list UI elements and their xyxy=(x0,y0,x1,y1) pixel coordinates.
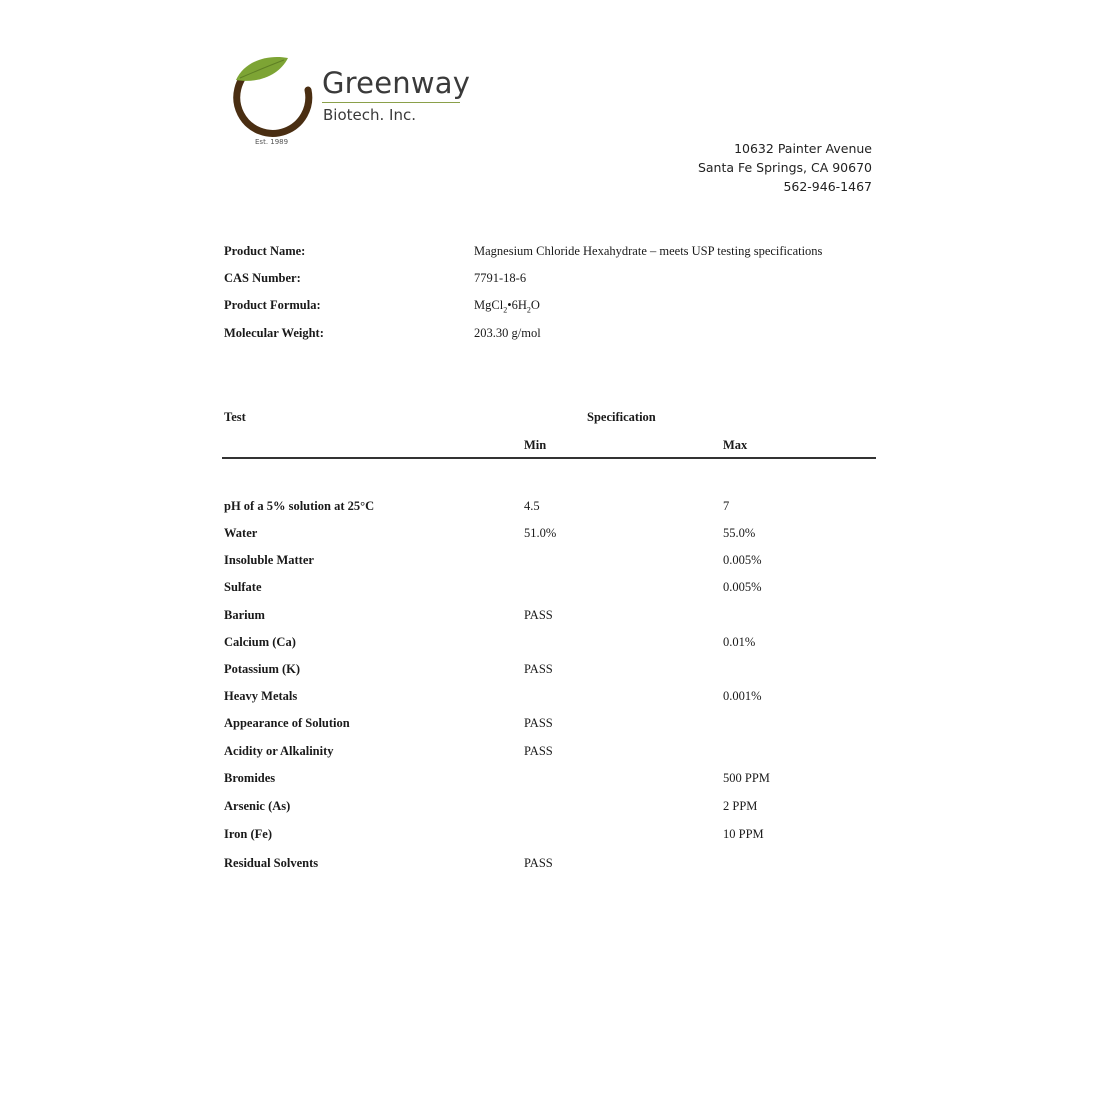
table-row xyxy=(224,689,884,709)
table-row xyxy=(224,799,884,819)
cas-number-value: 7791-18-6 xyxy=(474,271,527,285)
table-row xyxy=(224,716,884,736)
test-name-cell: Bromides xyxy=(224,771,276,785)
max-value-cell: 0.005% xyxy=(723,553,762,567)
molecular-weight-row xyxy=(224,326,884,346)
company-subtitle: Biotech. Inc. xyxy=(323,106,416,124)
brand-divider xyxy=(322,102,460,103)
leaf-ring-logo-icon xyxy=(230,54,320,138)
table-row xyxy=(224,499,884,519)
specification-header: Specification xyxy=(587,410,656,424)
test-column-header: Test xyxy=(224,410,246,424)
max-value-cell: 55.0% xyxy=(723,526,756,540)
max-value-cell: 2 PPM xyxy=(723,799,758,813)
test-name-cell: Acidity or Alkalinity xyxy=(224,744,334,758)
min-value-cell: PASS xyxy=(524,662,553,676)
max-value-cell: 10 PPM xyxy=(723,827,764,841)
cas-number-label: CAS Number: xyxy=(224,271,301,285)
product-name-value: Magnesium Chloride Hexahydrate – meets USP testing specifications xyxy=(474,244,823,258)
table-row xyxy=(224,580,884,600)
max-value-cell: 0.005% xyxy=(723,580,762,594)
table-row xyxy=(224,856,884,876)
address-phone: 562-946-1467 xyxy=(783,179,872,194)
table-row xyxy=(224,608,884,628)
test-name-cell: Insoluble Matter xyxy=(224,553,314,567)
molecular-weight-label: Molecular Weight: xyxy=(224,326,324,340)
product-formula-row xyxy=(224,298,884,318)
established-year: Est. 1989 xyxy=(255,138,289,146)
min-value-cell: 51.0% xyxy=(524,526,557,540)
table-row xyxy=(224,553,884,573)
min-value-cell: PASS xyxy=(524,608,553,622)
table-row xyxy=(224,662,884,682)
address-street: 10632 Painter Avenue xyxy=(734,141,872,156)
molecular-weight-value: 203.30 g/mol xyxy=(474,326,541,340)
max-value-cell: 500 PPM xyxy=(723,771,770,785)
product-formula-value: $MgCl_2•6H_2O$ xyxy=(474,298,540,315)
min-value-cell: 4.5 xyxy=(524,499,540,513)
table-row xyxy=(224,744,884,764)
min-value-cell: PASS xyxy=(524,856,553,870)
max-value-cell: 0.001% xyxy=(723,689,762,703)
test-name-cell: Sulfate xyxy=(224,580,262,594)
test-name-cell: Barium xyxy=(224,608,265,622)
product-formula-label: Product Formula: xyxy=(224,298,321,312)
test-name-cell: Residual Solvents xyxy=(224,856,319,870)
max-value-cell: 0.01% xyxy=(723,635,756,649)
company-logo xyxy=(230,54,470,154)
max-column-header: Max xyxy=(723,438,748,452)
table-row xyxy=(224,526,884,546)
table-row xyxy=(224,635,884,655)
company-address xyxy=(698,139,872,196)
address-city: Santa Fe Springs, CA 90670 xyxy=(697,160,872,175)
test-name-cell: Arsenic (As) xyxy=(224,799,291,813)
test-name-cell: Water xyxy=(224,526,258,540)
product-name-label: Product Name: xyxy=(224,244,306,258)
table-row xyxy=(224,827,884,847)
min-value-cell: PASS xyxy=(524,744,553,758)
test-name-cell: Potassium (K) xyxy=(224,662,301,676)
test-name-cell: Appearance of Solution xyxy=(224,716,350,730)
test-name-cell: pH of a 5% solution at 25°C xyxy=(224,499,375,513)
header-divider xyxy=(222,457,876,459)
product-name-row xyxy=(224,244,884,264)
min-value-cell: PASS xyxy=(524,716,553,730)
max-value-cell: 7 xyxy=(723,499,730,513)
cas-number-row xyxy=(224,271,884,291)
test-name-cell: Heavy Metals xyxy=(224,689,298,703)
company-name: Greenway xyxy=(322,66,471,100)
test-name-cell: Iron (Fe) xyxy=(224,827,273,841)
min-column-header: Min xyxy=(524,438,547,452)
test-name-cell: Calcium (Ca) xyxy=(224,635,296,649)
table-row xyxy=(224,771,884,791)
